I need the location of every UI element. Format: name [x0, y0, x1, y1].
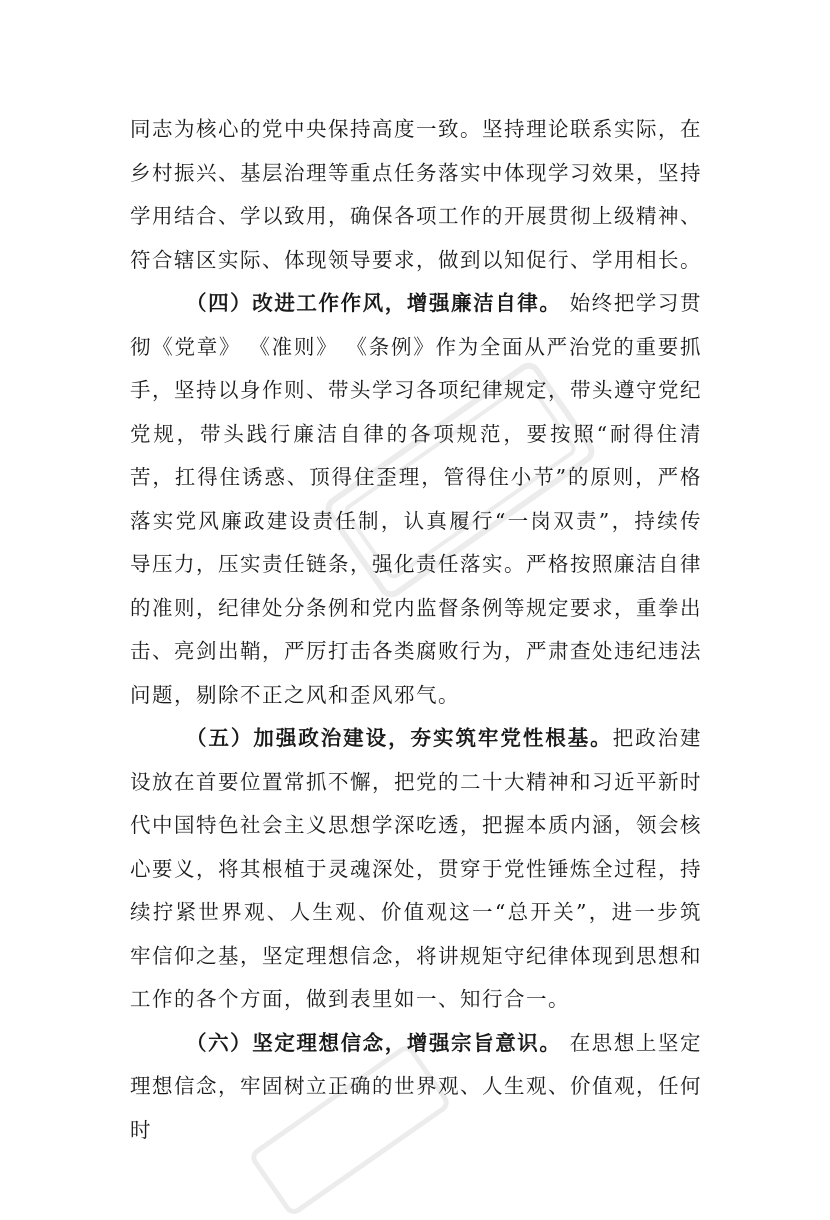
paragraph-section-5 [130, 717, 702, 1022]
section-heading: （五）加强政治建设，夯实筑牢党性根基。 [186, 726, 613, 750]
section-heading: （六）坚定理想信念，增强宗旨意识。 [186, 1030, 562, 1055]
section-heading: （四）改进工作作风，增强廉洁自律。 [186, 291, 562, 315]
paragraph-continuation [130, 108, 702, 282]
paragraph-text: 始终把学习贯彻《党章》 《准则》 《条例》作为全面从严治党的重要抓手，坚持以身作则、带头学习各项纪律规定，带头遵守党纪党规，带头践行廉洁自律的各项规范，要按照“耐得住清苦，扛得住诱惑、顶得住歪理，管得住小节”的原则，严格落实党风廉政建设责任制，认真履行“一岗双责”，持续传导压力，压实责任链条，强化责任落实。严格按照廉洁自律的准则，纪律处分条例和党内监督条例等规定要求，重拳出击、亮剑出鞘，严厉打击各类腐败行为，严肃查处违纪违法问题，剔除不正之风和歪风邪气。 [130, 291, 702, 707]
paragraph-text: 同志为核心的党中央保持高度一致。坚持理论联系实际，在乡村振兴、基层治理等重点任务落实中体现学习效果，坚持学用结合、学以致用，确保各项工作的开展贯彻上级精神、符合辖区实际、体现领导要求，做到以知促行、学用相长。 [130, 117, 702, 272]
paragraph-section-4 [130, 282, 702, 717]
paragraph-text: 把政治建设放在首要位置常抓不懈，把党的二十大精神和习近平新时代中国特色社会主义思想学深吃透，把握本质内涵，领会核心要义，将其根植于灵魂深处，贯穿于党性锤炼全过程，持续拧紧世界观、人生观、价值观这一“总开关”，进一步筑牢信仰之基，坚定理想信念，将讲规矩守纪律体现到思想和工作的各个方面，做到表里如一、知行合一。 [130, 726, 703, 1011]
paragraph-section-6 [130, 1022, 702, 1153]
paragraph-text: 在思想上坚定理想信念，牢固树立正确的世界观、人生观、价值观，任何时 [130, 1030, 702, 1142]
document-body [130, 108, 702, 1152]
